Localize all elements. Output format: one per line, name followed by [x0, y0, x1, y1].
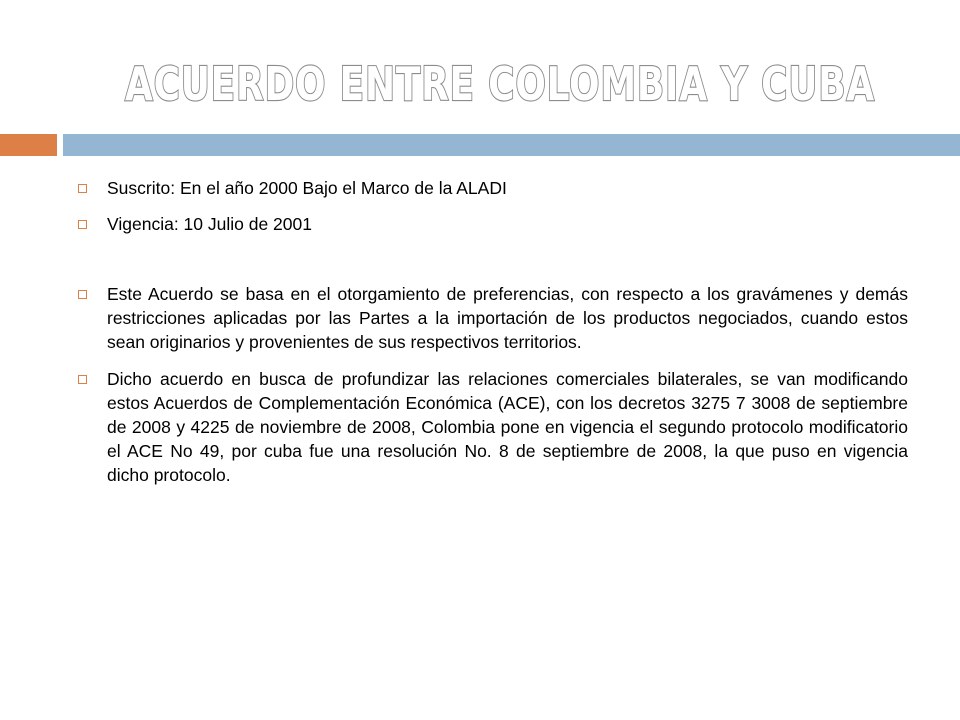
- bullet-text: Dicho acuerdo en busca de profundizar las relaciones comerciales bilaterales, se van modificando estos Acuerdos de Complementación Económica (ACE), con los decretos 3275 7 3008 de septiembre de 2008 y 4225 de noviembre de 2008, Colombia pone en vigencia el segundo protocolo modificatorio el ACE No 49, por cuba fue una resolución No. 8 de septiembre de 2008, la que puso en vigencia dicho protocolo.: [107, 369, 908, 485]
- square-bullet-icon: [78, 290, 87, 299]
- bullet-item: [78, 282, 908, 354]
- bullet-item: [78, 212, 908, 236]
- bullet-text: Vigencia: 10 Julio de 2001: [107, 214, 312, 234]
- square-bullet-icon: [78, 184, 87, 193]
- accent-bar-blue: [63, 134, 960, 156]
- square-bullet-icon: [78, 220, 87, 229]
- accent-bar-orange: [0, 134, 57, 156]
- slide-title: ACUERDO ENTRE COLOMBIA Y CUBA: [125, 57, 875, 111]
- bullet-text: Este Acuerdo se basa en el otorgamiento de preferencias, con respecto a los gravámenes y demás restricciones aplicadas por las Partes a la importación de los productos negociados, cuando estos sean originarios y provenientes de sus respectivos territorios.: [107, 284, 908, 352]
- bullet-item: [78, 367, 908, 487]
- slide-title-graphic: [0, 50, 960, 120]
- slide-title-area: [0, 50, 960, 120]
- bullet-list: [78, 176, 908, 487]
- bullet-text: Suscrito: En el año 2000 Bajo el Marco de la ALADI: [107, 178, 507, 198]
- square-bullet-icon: [78, 375, 87, 384]
- bullet-item: [78, 176, 908, 200]
